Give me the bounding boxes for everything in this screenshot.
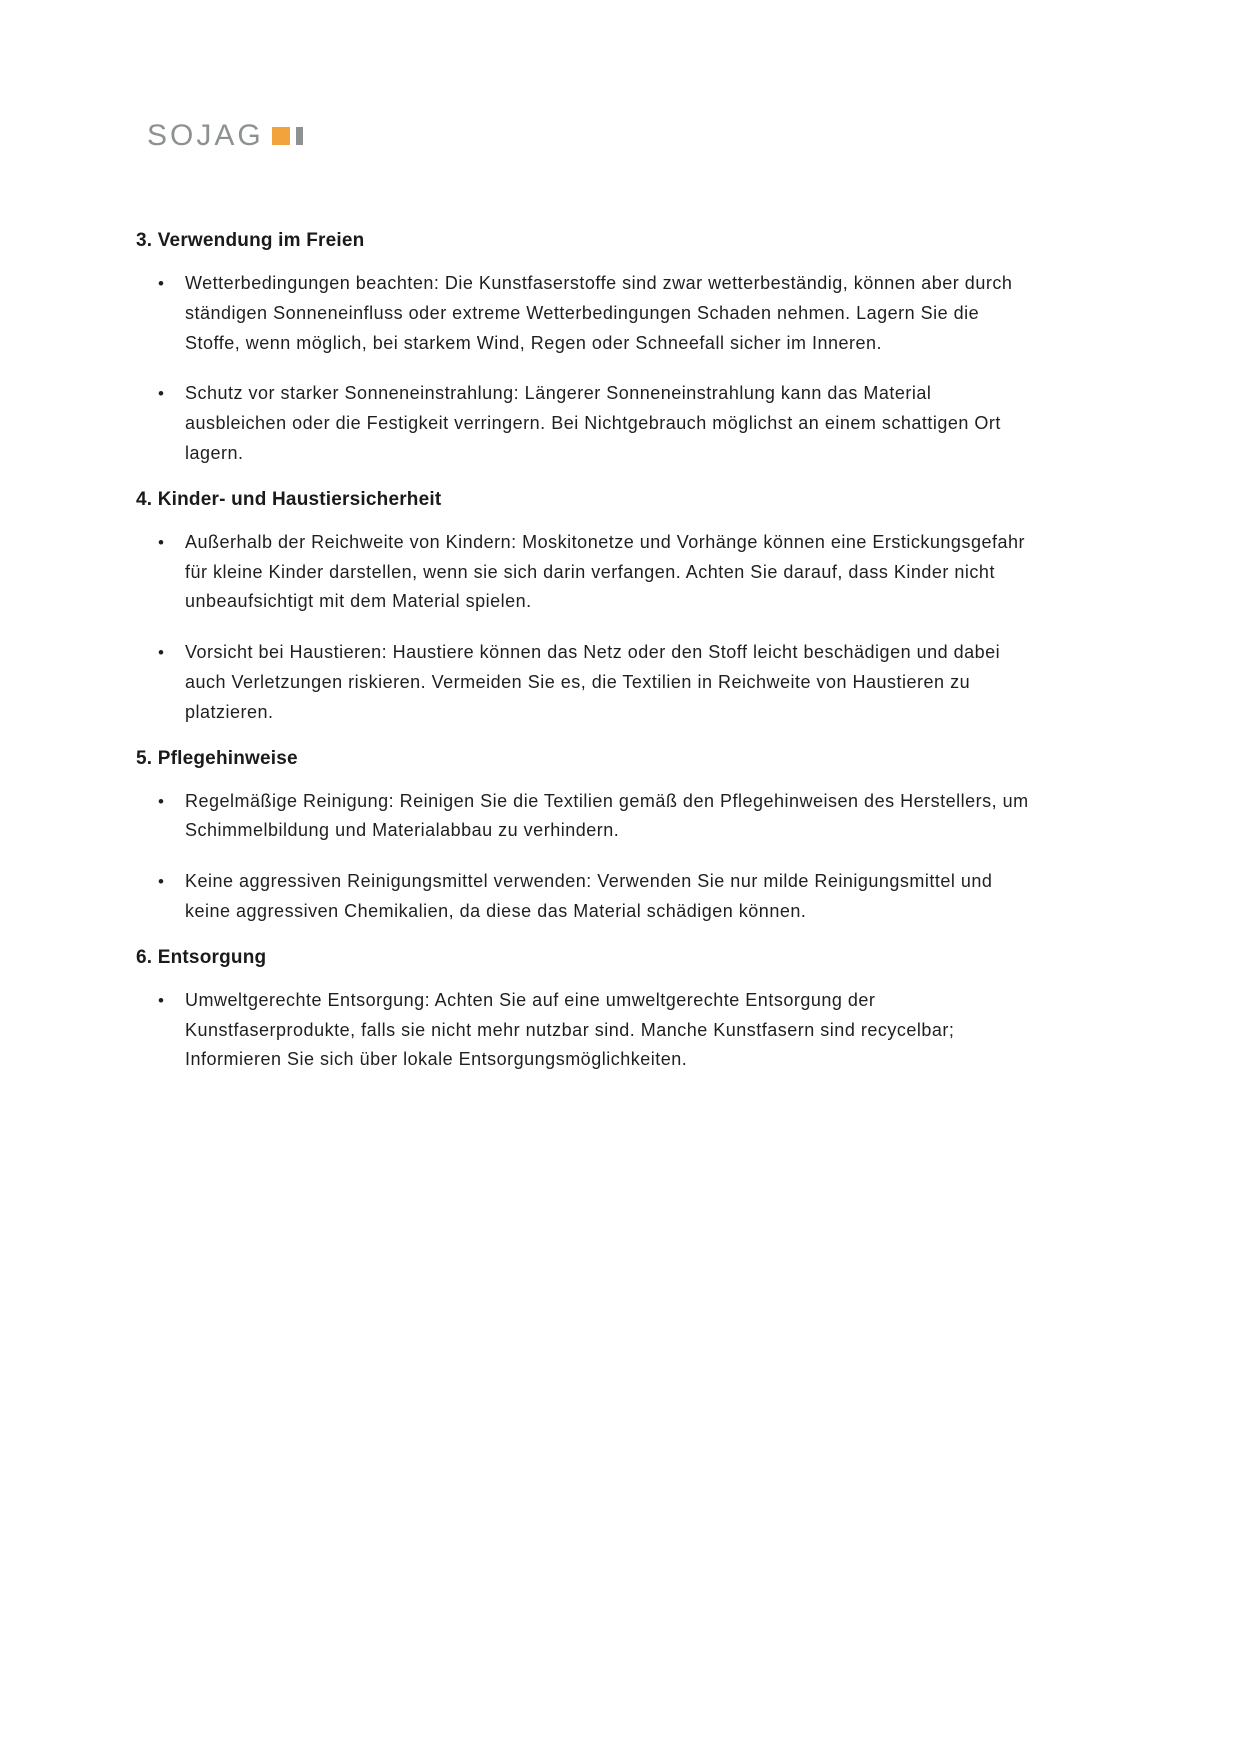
- bullet-icon: [158, 986, 164, 1016]
- document-content: [136, 228, 1088, 1075]
- section-6-entsorgung: [136, 945, 1088, 1075]
- bullet-item: [136, 638, 1037, 727]
- section-heading: 6. Entsorgung: [136, 946, 267, 968]
- bullet-text: Wetterbedingungen beachten: Die Kunstfaserstoffe sind zwar wetterbeständig, können aber durch ständigen Sonneneinfluss oder extreme Wetterbedingungen Schaden nehmen. Lagern Sie die Stoffe, wenn möglich, bei starkem Wind, Regen oder Schneefall sicher im Inneren.: [185, 273, 1013, 353]
- bullet-icon: [158, 867, 164, 897]
- bullet-list: [136, 269, 1088, 469]
- logo-separator-bar-icon: [296, 127, 303, 145]
- bullet-item: [136, 787, 1037, 847]
- logo-square-icon: [272, 127, 290, 145]
- logo-text: SOJAG: [147, 119, 264, 152]
- brand-logo: [147, 120, 303, 152]
- bullet-item: [136, 986, 1037, 1075]
- bullet-text: Keine aggressiven Reinigungsmittel verwenden: Verwenden Sie nur milde Reinigungsmittel und keine aggressiven Chemikalien, da diese das Material schädigen können.: [185, 871, 993, 921]
- bullet-text: Umweltgerechte Entsorgung: Achten Sie auf eine umweltgerechte Entsorgung der Kunstfaserprodukte, falls sie nicht mehr nutzbar sind. Manche Kunstfasern sind recycelbar; Informieren Sie sich über lokale Entsorgungsmöglichkeiten.: [185, 989, 955, 1070]
- section-heading: 4. Kinder- und Haustiersicherheit: [136, 488, 442, 510]
- section-3-verwendung-im-freien: [136, 228, 1088, 469]
- section-4-kinder-und-haustiersicherheit: [136, 487, 1088, 728]
- section-5-pflegehinweise: [136, 746, 1088, 927]
- bullet-icon: [158, 269, 164, 299]
- bullet-list: [136, 986, 1088, 1075]
- bullet-text: Vorsicht bei Haustieren: Haustiere können das Netz oder den Stoff leicht beschädigen und dabei auch Verletzungen riskieren. Vermeiden Sie es, die Textilien in Reichweite von Haustieren zu platzieren.: [185, 642, 1001, 722]
- section-heading: 3. Verwendung im Freien: [136, 230, 365, 251]
- bullet-text: Regelmäßige Reinigung: Reinigen Sie die Textilien gemäß den Pflegehinweisen des Herstellers, um Schimmelbildung und Materialabbau zu verhindern.: [185, 790, 1029, 841]
- bullet-icon: [158, 379, 164, 409]
- bullet-icon: [158, 787, 164, 817]
- bullet-icon: [158, 638, 164, 668]
- bullet-list: [136, 528, 1088, 728]
- bullet-item: [136, 269, 1037, 358]
- section-heading: 5. Pflegehinweise: [136, 747, 298, 769]
- bullet-item: [136, 867, 1037, 927]
- bullet-text: Schutz vor starker Sonneneinstrahlung: Längerer Sonneneinstrahlung kann das Material ausbleichen oder die Festigkeit verringern. Bei Nichtgebrauch möglichst an einem schattigen Ort lagern.: [185, 383, 1001, 463]
- bullet-text: Außerhalb der Reichweite von Kindern: Moskitonetze und Vorhänge können eine Erstickungsgefahr für kleine Kinder darstellen, wenn sie sich darin verfangen. Achten Sie darauf, dass Kinder nicht unbeaufsichtigt mit dem Material spielen.: [185, 531, 1025, 612]
- bullet-icon: [158, 528, 164, 558]
- bullet-list: [136, 787, 1088, 927]
- bullet-item: [136, 379, 1037, 468]
- bullet-item: [136, 528, 1037, 617]
